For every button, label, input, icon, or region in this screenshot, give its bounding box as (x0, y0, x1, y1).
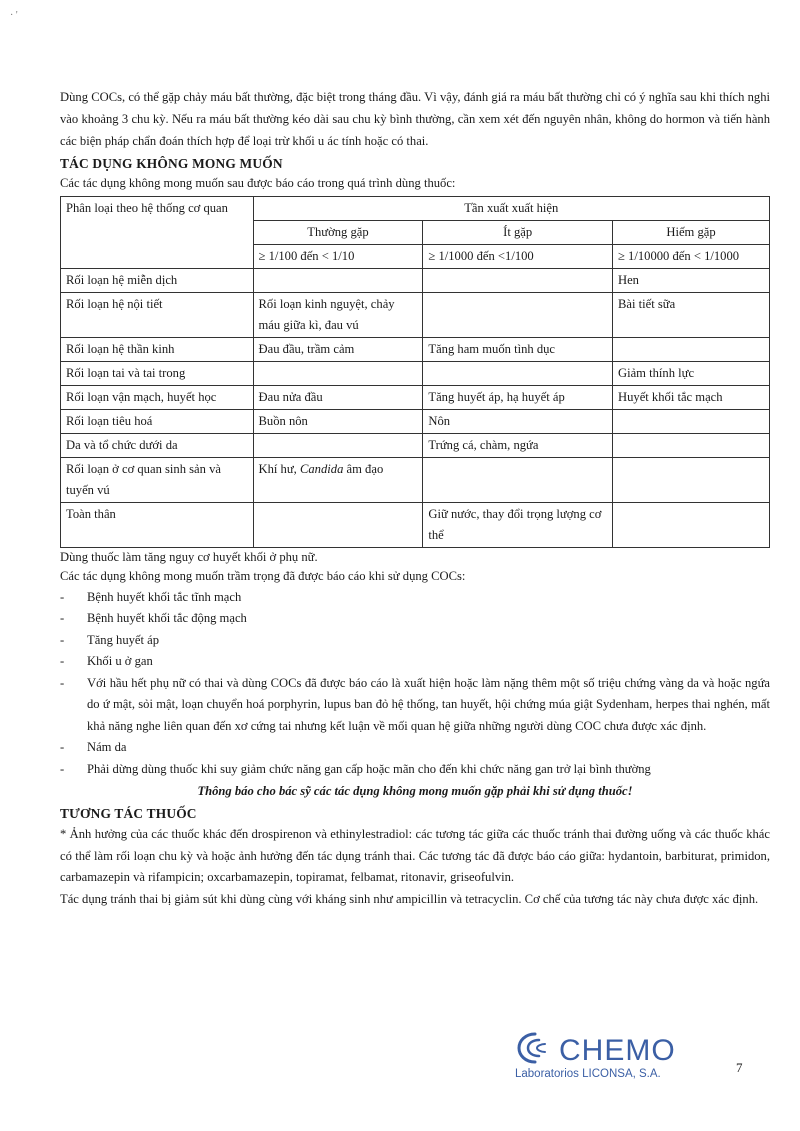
serious-lead: Các tác dụng không mong muốn trầm trọng đã được báo cáo khi sử dụng COCs: (60, 569, 466, 584)
cell-uncommon (423, 268, 613, 292)
list-dash: - (60, 632, 65, 647)
cell-rare (613, 433, 770, 457)
cell-system: Rối loạn tiêu hoá (61, 409, 254, 433)
table-row (61, 337, 770, 361)
table-row (61, 385, 770, 409)
cell-system: Rối loạn ở cơ quan sinh sản và tuyến vú (61, 457, 254, 502)
list-dash: - (60, 761, 65, 776)
list-item-text: Nám da (87, 740, 127, 755)
page-content (60, 86, 770, 910)
cell-rare (613, 409, 770, 433)
list-item-text: Với hầu hết phụ nữ có thai và dùng COCs đã được báo cáo là xuất hiện hoặc làm nặng thêm một số triệu chứng vàng da và hoặc ngứa do ứ mật, sỏi mật, loạn chuyển hoá porphyrin, lupus ban đỏ hệ thống, tan huyết, hội chứng múa giật Sydenham, herpes thai nghén, mất khả năng nghe liên quan đến xơ cứng tai nhưng kết luận về mối quan hệ giữa những người dùng COC chưa được xác định. (87, 675, 770, 733)
chemo-logo (515, 1028, 695, 1088)
cell-uncommon: Tăng ham muốn tình dục (423, 337, 613, 361)
range-rare: ≥ 1/10000 đến < 1/1000 (613, 244, 770, 268)
header-rare: Hiếm gặp (613, 220, 770, 244)
table-row (61, 433, 770, 457)
cell-uncommon (423, 292, 613, 337)
doctor-notice: Thông báo cho bác sỹ các tác dụng không mong muốn gặp phải khi sử dụng thuốc! (197, 784, 633, 799)
heading-drug-interactions: TƯƠNG TÁC THUỐC (60, 806, 197, 822)
cell-common: Buồn nôn (253, 409, 423, 433)
table-row (61, 268, 770, 292)
page-number: 7 (736, 1060, 743, 1075)
logo-subtitle: Laboratorios LICONSA, S.A. (515, 1068, 661, 1080)
cell-uncommon (423, 361, 613, 385)
cell-common: Rối loạn kinh nguyệt, chảy máu giữa kì, đau vú (253, 292, 423, 337)
header-system: Phân loại theo hệ thống cơ quan (61, 196, 254, 268)
cell-rare (613, 457, 770, 502)
adverse-effects-table (60, 196, 770, 548)
list-item-text: Phải dừng dùng thuốc khi suy giảm chức năng gan cấp hoặc mãn cho đến khi chức năng gan trở lại bình thường (87, 761, 651, 776)
interaction-paragraph-2: Tác dụng tránh thai bị giảm sút khi dùng cùng với kháng sinh như ampicillin và tetracyclin. Cơ chế của tương tác này chưa được xác định. (60, 891, 759, 906)
cell-system: Rối loạn vận mạch, huyết học (61, 385, 254, 409)
table-row (61, 292, 770, 337)
list-item-text: Khối u ở gan (87, 654, 153, 669)
cell-uncommon: Giữ nước, thay đổi trọng lượng cơ thể (423, 502, 613, 547)
chemo-logo-icon (515, 1030, 555, 1066)
cell-rare: Huyết khối tắc mạch (613, 385, 770, 409)
list-item (60, 630, 770, 652)
cell-system: Da và tổ chức dưới da (61, 433, 254, 457)
list-dash: - (60, 589, 65, 604)
adverse-lead: Các tác dụng không mong muốn sau được báo cáo trong quá trình dùng thuốc: (60, 176, 456, 190)
cell-common: Đau nửa đầu (253, 385, 423, 409)
intro-paragraph: Dùng COCs, có thể gặp chảy máu bất thường, đặc biệt trong tháng đầu. Vì vậy, đánh giá ra máu bất thường chỉ có ý nghĩa sau khi thích nghi vào khoảng 3 chu kỳ. Nếu ra máu bất thường kéo dài sau chu kỳ bình thường, cần xem xét đến nguyên nhân, không do hormon và tiến hành các biện pháp chẩn đoán thích hợp để loại trừ khối u ác tính hoặc có thai. (60, 90, 770, 148)
serious-effects-list (60, 587, 770, 781)
header-frequency: Tần xuất xuất hiện (253, 196, 769, 220)
range-uncommon: ≥ 1/1000 đến <1/100 (423, 244, 613, 268)
list-item (60, 587, 770, 609)
cell-common (253, 457, 423, 502)
cell-common (253, 502, 423, 547)
cell-common: Đau đầu, trầm cảm (253, 337, 423, 361)
cell-uncommon: Nôn (423, 409, 613, 433)
list-item (60, 759, 770, 781)
table-row (61, 361, 770, 385)
list-dash: - (60, 675, 65, 690)
interaction-paragraph-1: * Ảnh hưởng của các thuốc khác đến drospirenon và ethinylestradiol: các tương tác giữa các thuốc tránh thai đường uống và các thuốc khác có thể làm rối loạn chu kỳ và hoặc ảnh hưởng đến tác dụng tránh thai. Các tương tác đã được báo cáo giữa: hydantoin, barbiturat, primidon, carbamazepin và rifampicin; oxcarbamazepin, topiramat, felbamat, ritonavir, griseofulvin. (60, 827, 770, 885)
list-item (60, 673, 770, 738)
cell-common (253, 361, 423, 385)
cell-common-italic: Candida (299, 461, 344, 476)
cell-rare: Hen (613, 268, 770, 292)
table-row (61, 409, 770, 433)
heading-adverse-effects: TÁC DỤNG KHÔNG MONG MUỐN (60, 156, 283, 171)
list-item-text: Bệnh huyết khối tắc động mạch (87, 611, 247, 626)
cell-common-suffix: âm đạo (343, 461, 384, 476)
header-common: Thường gặp (253, 220, 423, 244)
corner-mark: · ' (10, 10, 18, 21)
cell-system: Rối loạn hệ nội tiết (61, 292, 254, 337)
cell-common (253, 268, 423, 292)
header-uncommon: Ít gặp (423, 220, 613, 244)
list-item-text: Bệnh huyết khối tắc tĩnh mạch (87, 589, 242, 604)
cell-uncommon (423, 457, 613, 502)
after-table-note: Dùng thuốc làm tăng nguy cơ huyết khối ở phụ nữ. (60, 549, 318, 564)
cell-system: Rối loạn tai và tai trong (61, 361, 254, 385)
cell-uncommon: Trứng cá, chàm, ngứa (423, 433, 613, 457)
cell-system: Rối loạn hệ thần kinh (61, 337, 254, 361)
table-row (61, 502, 770, 547)
cell-rare (613, 337, 770, 361)
range-common: ≥ 1/100 đến < 1/10 (253, 244, 423, 268)
cell-uncommon: Tăng huyết áp, hạ huyết áp (423, 385, 613, 409)
cell-system: Toàn thân (61, 502, 254, 547)
table-header-row (61, 196, 770, 220)
list-dash: - (60, 740, 65, 755)
list-dash: - (60, 611, 65, 626)
cell-rare (613, 502, 770, 547)
list-item (60, 651, 770, 673)
cell-rare: Giảm thính lực (613, 361, 770, 385)
list-item (60, 608, 770, 630)
list-item-text: Tăng huyết áp (87, 632, 160, 647)
list-dash: - (60, 654, 65, 669)
cell-rare: Bài tiết sữa (613, 292, 770, 337)
cell-system: Rối loạn hệ miễn dịch (61, 268, 254, 292)
list-item (60, 737, 770, 759)
logo-wordmark: CHEMO (559, 1034, 676, 1067)
cell-common (253, 433, 423, 457)
table-row (61, 457, 770, 502)
cell-common-prefix: Khí hư, (258, 461, 300, 476)
